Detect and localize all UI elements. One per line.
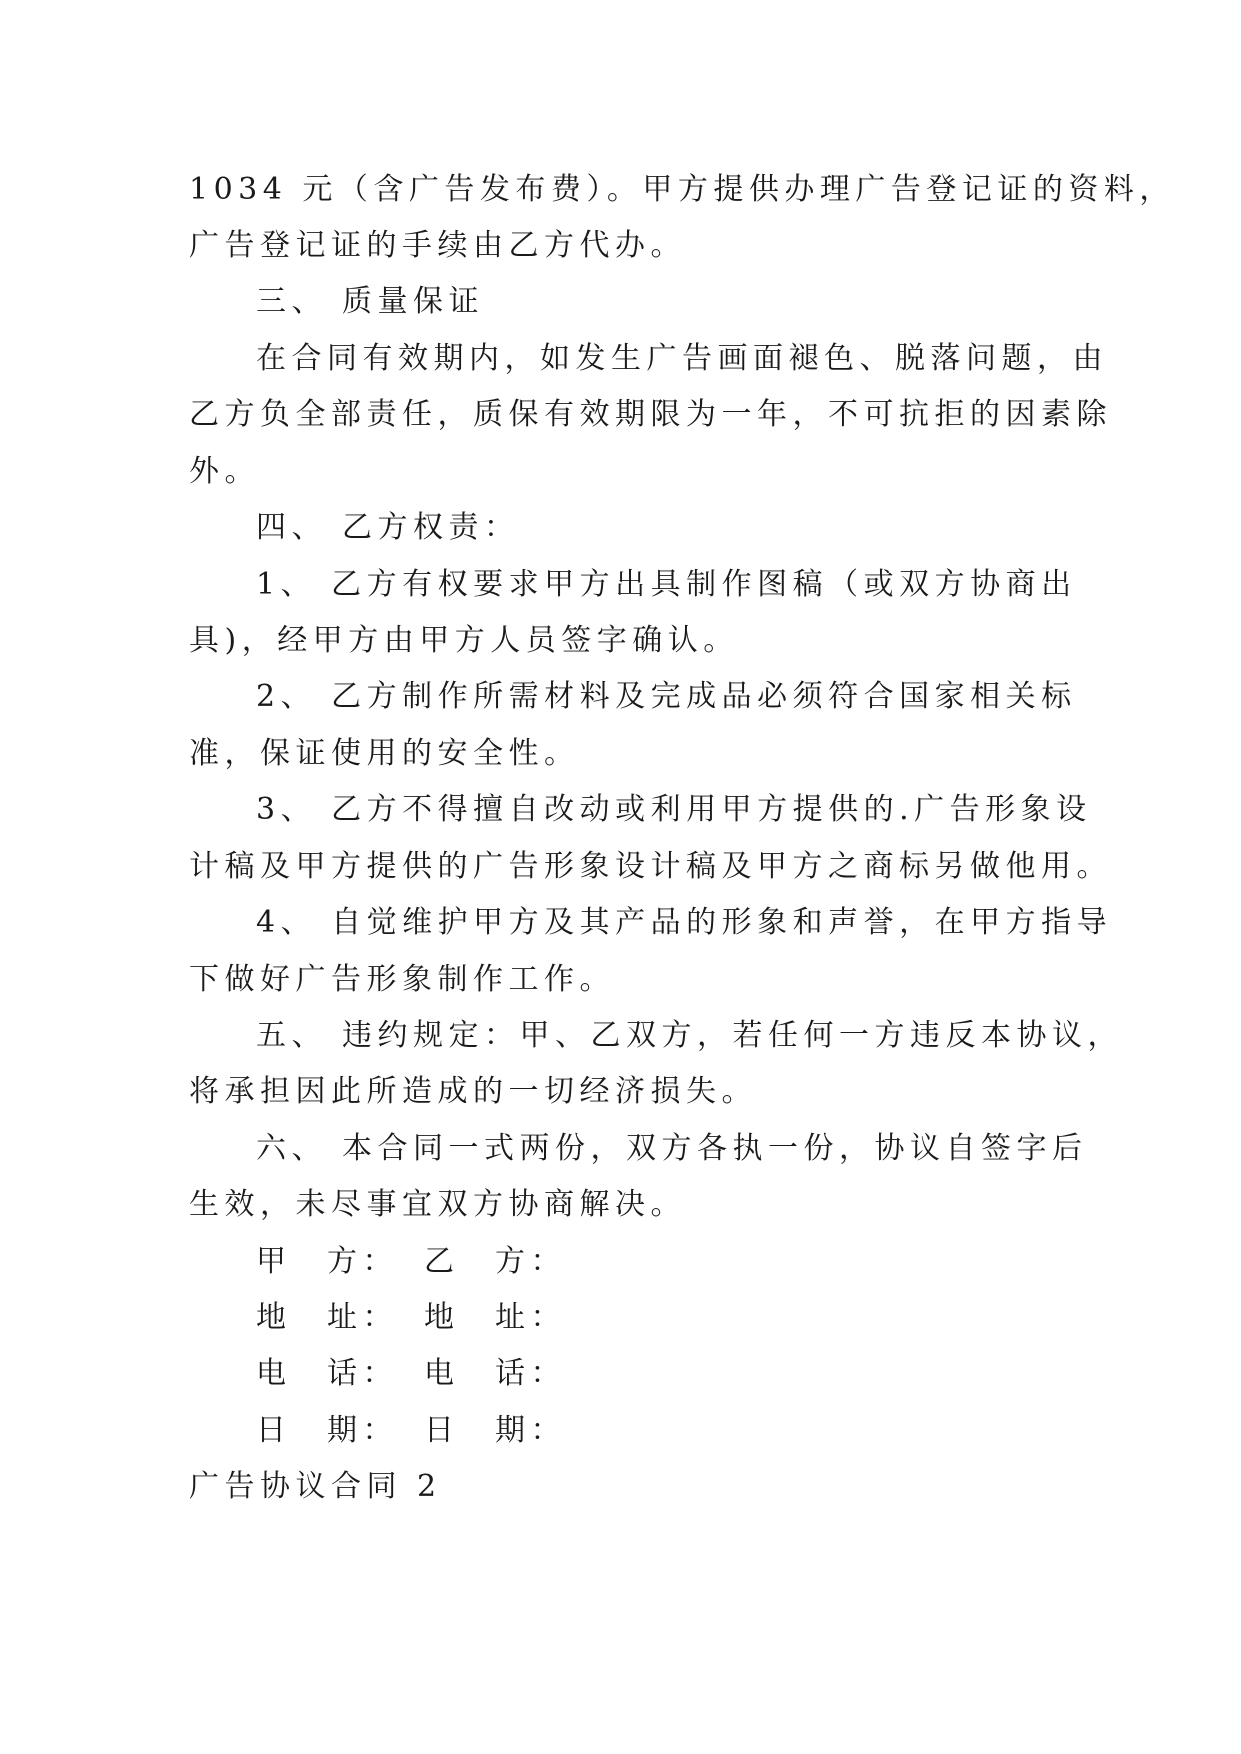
signature-phone-b-label: 电 话： bbox=[424, 1356, 566, 1391]
section-heading-rights: 四、 乙方权责： bbox=[256, 510, 520, 545]
paragraph-line: 生效，未尽事宜双方协商解决。 bbox=[189, 1187, 686, 1222]
list-item-line: 4、 自觉维护甲方及其产品的形象和声誉，在甲方指导 bbox=[256, 905, 1113, 940]
signature-address-b-label: 地 址： bbox=[424, 1300, 566, 1335]
list-item-line: 下做好广告形象制作工作。 bbox=[189, 962, 615, 997]
paragraph-line: 外。 bbox=[189, 454, 260, 489]
signature-party-b-label: 乙 方： bbox=[424, 1244, 566, 1279]
section-heading-quality: 三、 质量保证 bbox=[256, 284, 485, 319]
list-item-line: 3、 乙方不得擅自改动或利用甲方提供的.广告形象设 bbox=[256, 792, 1092, 827]
list-item-line: 具)，经甲方由甲方人员签字确认。 bbox=[189, 623, 739, 658]
signature-address-a-label: 地 址： bbox=[256, 1300, 398, 1335]
signature-date-a-label: 日 期： bbox=[256, 1413, 398, 1448]
paragraph-line: 在合同有效期内，如发生广告画面褪色、脱落问题，由 bbox=[256, 341, 1108, 376]
paragraph-line: 将承担因此所造成的一切经济损失。 bbox=[189, 1074, 757, 1109]
list-item-line: 2、 乙方制作所需材料及完成品必须符合国家相关标 bbox=[256, 679, 1077, 714]
paragraph-line: 广告登记证的手续由乙方代办。 bbox=[189, 228, 686, 263]
signature-phone-a-label: 电 话： bbox=[256, 1356, 398, 1391]
paragraph-line: 乙方负全部责任，质保有效期限为一年，不可抗拒的因素除 bbox=[189, 397, 1112, 432]
paragraph-line: 1034 元（含广告发布费）。甲方提供办理广告登记证的资料， bbox=[189, 172, 1175, 207]
signature-party-a-label: 甲 方： bbox=[256, 1244, 398, 1279]
list-item-line: 准，保证使用的安全性。 bbox=[189, 736, 580, 771]
list-item-line: 计稿及甲方提供的广告形象设计稿及甲方之商标另做他用。 bbox=[189, 849, 1112, 884]
section-heading-breach: 五、 违约规定：甲、乙双方，若任何一方违反本协议， bbox=[256, 1018, 1124, 1053]
section-heading-copies: 六、 本合同一式两份，双方各执一份，协议自签字后 bbox=[256, 1131, 1088, 1166]
list-item-line: 1、 乙方有权要求甲方出具制作图稿（或双方协商出 bbox=[256, 567, 1077, 602]
next-document-title: 广告协议合同 2 bbox=[189, 1469, 442, 1504]
signature-date-b-label: 日 期： bbox=[424, 1413, 566, 1448]
